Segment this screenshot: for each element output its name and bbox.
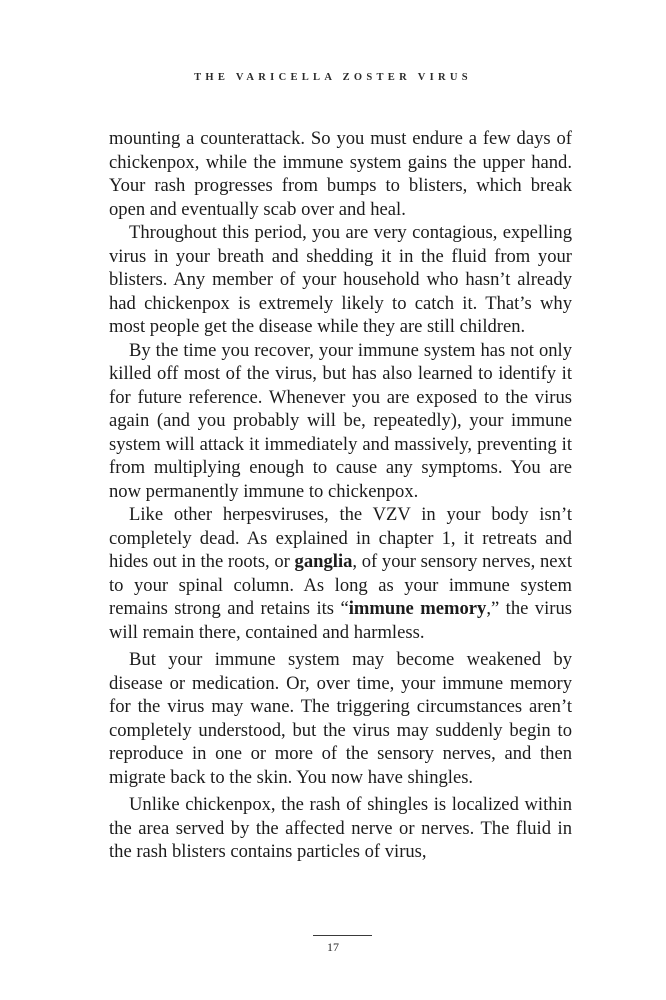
paragraph-6: Unlike chickenpox, the rash of shingles is localized within the area served by the affected nerve or nerves. The fluid in the rash blisters contains particles of virus, (109, 794, 572, 862)
key-term-ganglia: ganglia (294, 551, 353, 572)
key-term-immune-memory: immune memory (348, 598, 487, 619)
body-text (109, 127, 572, 864)
paragraph-3: By the time you recover, your immune system has not only killed off most of the virus, but has also learned to identify it for future reference. Whenever you are exposed to the virus again (and you probably will be, repeatedly), your immune system will attack it immediately and massively, preventing it from multiplying enough to cause any symptoms. You are now permanently immune to chickenpox. (109, 339, 572, 502)
running-head: THE VARICELLA ZOSTER VIRUS (194, 72, 472, 83)
paragraph-1: mounting a counterattack. So you must endure a few days of chickenpox, while the immune system gains the upper hand. Your rash progresses from bumps to blisters, which break open and eventually scab over and heal. (109, 128, 572, 220)
footer-rule (313, 935, 372, 936)
paragraph-4-text-c: ,” the virus will remain there, contained and harmless. (109, 598, 572, 643)
paragraph-5: But your immune system may become weakened by disease or medication. Or, over time, your immune memory for the virus may wane. The triggering circumstances aren’t completely understood, but the virus may suddenly begin to reproduce in one or more of the sensory nerves, and then migrate back to the skin. You now have shingles. (109, 649, 572, 788)
page-number: 17 (327, 940, 339, 954)
paragraph-4-text-b: , of your sensory nerves, next to your spinal column. As long as your immune system remains strong and retains its “ (109, 551, 572, 619)
paragraph-4 (109, 503, 572, 644)
paragraph-2: Throughout this period, you are very contagious, expelling virus in your breath and shedding it in the fluid from your blisters. Any member of your household who hasn’t already had chickenpox is extremely likely to catch it. That’s why most people get the disease while they are still children. (109, 222, 572, 337)
paragraph-4-text-a: Like other herpesviruses, the VZV in your body isn’t completely dead. As explained in chapter 1, it retreats and hides out in the roots, or (109, 504, 572, 572)
